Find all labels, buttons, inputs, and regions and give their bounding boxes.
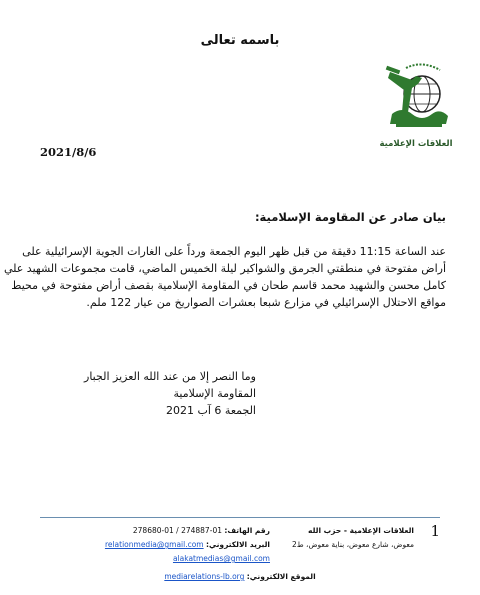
closing-signature: المقاومة الإسلامية (173, 387, 256, 400)
footer-org-name: العلاقات الإعلامية - حزب الله (308, 526, 414, 535)
closing-prayer: وما النصر إلا من عند الله العزيز الجبار (84, 370, 256, 383)
statement-line: مواقع الاحتلال الإسرائيلي في مزارع شبعا بعشرات الصواريخ من عيار 122 ملم. (86, 296, 446, 309)
statement-body (3, 243, 446, 311)
statement-line: أراض مفتوحة في منطقتي الجرمق والشواكير ليلة الخميس الماضي، قامت مجموعات الشهيد علي (3, 262, 446, 275)
email-link-primary[interactable]: relationmedia@gmail.com (104, 540, 204, 549)
closing-block (56, 368, 256, 419)
website-link[interactable]: mediarelations-lb.org (164, 572, 245, 581)
logo-caption: العلاقات الإعلامية (379, 139, 453, 149)
logo-emblem-icon (382, 62, 454, 142)
website-label: الموقع الالكتروني: (246, 572, 316, 581)
footer-phone-row (100, 526, 270, 535)
footer-address: معوض، شارع معوض، بناية معوض، ط2 (291, 540, 414, 549)
footer-email2-row (100, 554, 270, 563)
page-number: 1 (430, 522, 440, 540)
basmala-heading: باسمه تعالى (200, 33, 280, 48)
statement-line: عند الساعة 11:15 دقيقة من قبل ظهر اليوم الجمعة ورداً على الغارات الجوية الإسرائيلية على (22, 245, 446, 258)
statement-heading: بيان صادر عن المقاومة الإسلامية: (254, 210, 446, 224)
footer-divider (40, 517, 440, 518)
email-label: البريد الالكتروني: (206, 540, 270, 549)
phone-value: 01-274887 / 01-278680 (132, 526, 222, 535)
footer-email-row (100, 540, 270, 549)
footer (40, 520, 440, 590)
closing-date: الجمعة 6 آب 2021 (166, 404, 256, 417)
phone-label: رقم الهاتف: (224, 526, 270, 535)
footer-website-row (40, 572, 440, 581)
email-link-secondary[interactable]: alakatmedias@gmail.com (172, 554, 270, 563)
document-date: 2021/8/6 (40, 145, 97, 159)
footer-contact-info (100, 526, 270, 568)
statement-line: كامل محسن والشهيد محمد قاسم طحان في المقاومة الإسلامية بقصف أراض مفتوحة في محيط (11, 279, 446, 292)
